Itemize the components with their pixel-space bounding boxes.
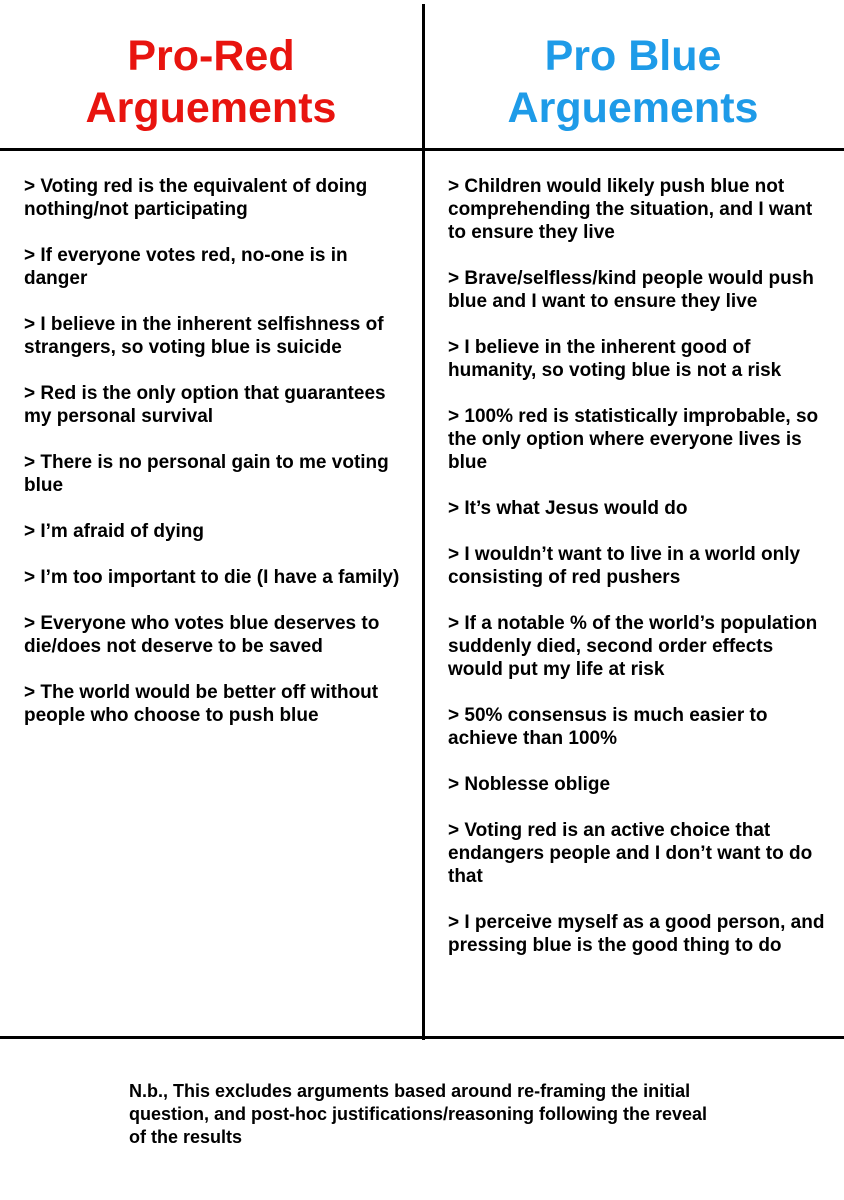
pro-red-argument: > Red is the only option that guarantees my personal survival	[24, 383, 386, 427]
pro-red-argument: > If everyone votes red, no-one is in danger	[24, 245, 348, 289]
pro-red-title-line2: Arguements	[85, 84, 337, 132]
footnote: N.b., This excludes arguments based around re-framing the initial question, and post-hoc justifications/reasoning following the reveal of the results	[129, 1081, 708, 1147]
pro-red-title-line1: Pro-Red	[127, 32, 295, 80]
pro-blue-title-line2: Arguements	[507, 84, 759, 132]
pro-red-argument: > Voting red is the equivalent of doing nothing/not participating	[24, 176, 368, 220]
pro-red-argument: > I believe in the inherent selfishness of strangers, so voting blue is suicide	[24, 314, 384, 358]
pro-blue-argument: > Children would likely push blue not comprehending the situation, and I want to ensure they live	[448, 176, 813, 243]
pro-blue-argument: > If a notable % of the world’s population suddenly died, second order effects would put my life at risk	[448, 613, 818, 680]
footer-divider	[0, 1036, 844, 1039]
column-divider	[422, 4, 425, 1040]
pro-blue-argument: > Brave/selfless/kind people would push blue and I want to ensure they live	[448, 268, 814, 312]
pro-red-argument: > I’m afraid of dying	[24, 521, 204, 542]
pro-red-argument: > There is no personal gain to me voting blue	[24, 452, 389, 496]
pro-red-argument: > The world would be better off without people who choose to push blue	[24, 682, 379, 726]
pro-blue-argument: > I wouldn’t want to live in a world only consisting of red pushers	[448, 544, 801, 588]
pro-blue-argument: > Voting red is an active choice that endangers people and I don’t want to do that	[448, 820, 813, 887]
pro-blue-argument: > I believe in the inherent good of humanity, so voting blue is not a risk	[448, 337, 782, 381]
pro-blue-argument: > Noblesse oblige	[448, 774, 611, 795]
pro-blue-argument: > 100% red is statistically improbable, so the only option where everyone lives is blue	[448, 406, 819, 473]
pro-blue-argument: > 50% consensus is much easier to achieve than 100%	[448, 705, 768, 749]
pro-blue-title-line1: Pro Blue	[544, 32, 722, 80]
pro-blue-argument: > It’s what Jesus would do	[448, 498, 688, 519]
pro-blue-title	[422, 30, 844, 134]
pro-red-argument: > I’m too important to die (I have a family)	[24, 567, 400, 588]
pro-blue-argument-list	[448, 175, 828, 980]
header-divider	[0, 148, 844, 151]
pro-red-argument-list	[24, 175, 406, 750]
pro-red-title	[0, 30, 422, 134]
pro-blue-argument: > I perceive myself as a good person, and pressing blue is the good thing to do	[448, 912, 825, 956]
pro-red-argument: > Everyone who votes blue deserves to die/does not deserve to be saved	[24, 613, 380, 657]
